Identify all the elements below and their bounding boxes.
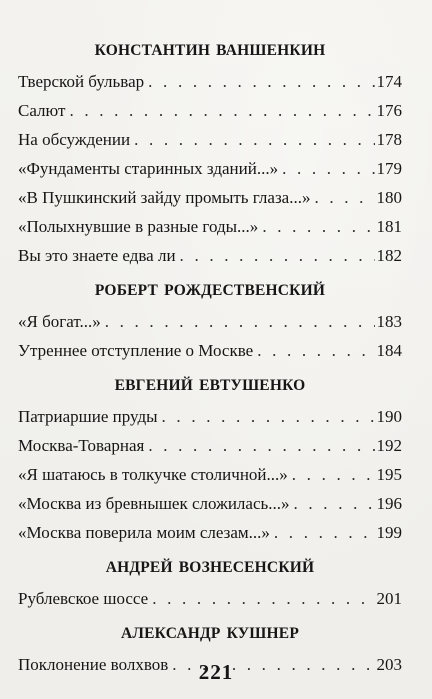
toc-entry (18, 489, 402, 518)
toc-entry (18, 518, 402, 547)
toc-entry (18, 431, 402, 460)
entry-title: Поклонение волхвов (18, 655, 169, 674)
toc-entry (18, 183, 402, 212)
entry-page-number: 183 (376, 312, 402, 331)
page-number: 221 (198, 660, 234, 684)
dot-leader (262, 212, 374, 241)
entry-title: «Москва из бревнышек сложилась...» (18, 494, 290, 513)
dot-leader (282, 154, 374, 183)
entry-page-number: 181 (376, 217, 402, 236)
toc-entry (18, 402, 402, 431)
dot-leader (162, 402, 375, 431)
dot-leader (274, 518, 375, 547)
entry-page-number: 176 (376, 101, 402, 120)
toc-section-yevtushenko (18, 375, 402, 547)
entry-title: «Москва поверила моим слезам...» (18, 523, 270, 542)
toc-entry (18, 584, 402, 613)
dot-leader (294, 489, 375, 518)
toc-section-voznesensky (18, 557, 402, 613)
entry-title: «Я шатаюсь в толкучке столичной...» (18, 465, 288, 484)
entry-page-number: 203 (376, 655, 402, 674)
toc-entry (18, 212, 402, 241)
author-heading: ЕВГЕНИЙ ЕВТУШЕНКО (114, 377, 306, 394)
section-spacer (18, 547, 402, 557)
entry-page-number: 174 (376, 72, 402, 91)
dot-leader (105, 307, 375, 336)
dot-leader (148, 67, 374, 96)
author-heading: АНДРЕЙ ВОЗНЕСЕНСКИЙ (105, 559, 315, 576)
entry-title: Тверской бульвар (18, 72, 145, 91)
toc-entry (18, 154, 402, 183)
dot-leader (292, 460, 375, 489)
entry-title: Патриаршие пруды (18, 407, 158, 426)
dot-leader (257, 336, 374, 365)
table-of-contents (18, 40, 402, 679)
entry-title: «В Пушкинский зайду промыть глаза...» (18, 188, 311, 207)
entry-title: Рублевское шоссе (18, 589, 149, 608)
dot-leader (152, 584, 374, 613)
toc-entry (18, 336, 402, 365)
entry-page-number: 178 (376, 130, 402, 149)
entry-page-number: 180 (376, 188, 402, 207)
entry-title: Москва-Товарная (18, 436, 145, 455)
toc-entry (18, 67, 402, 96)
toc-entry (18, 96, 402, 125)
toc-section-rozhdestvensky (18, 280, 402, 365)
section-spacer (18, 613, 402, 623)
toc-entry (18, 125, 402, 154)
entry-title: Вы это знаете едва ли (18, 246, 176, 265)
entry-title: «Я богат...» (18, 312, 101, 331)
entry-page-number: 179 (376, 159, 402, 178)
entry-page-number: 199 (376, 523, 402, 542)
toc-entry (18, 241, 402, 270)
entry-page-number: 182 (376, 246, 402, 265)
dot-leader (148, 431, 374, 460)
dot-leader (180, 241, 375, 270)
entry-page-number: 190 (376, 407, 402, 426)
section-spacer (18, 270, 402, 280)
entry-page-number: 201 (376, 589, 402, 608)
dot-leader (134, 125, 374, 154)
entry-title: «Фундаменты старинных зданий...» (18, 159, 279, 178)
dot-leader (69, 96, 374, 125)
entry-title: Утреннее отступление о Москве (18, 341, 254, 360)
author-heading: КОНСТАНТИН ВАНШЕНКИН (94, 42, 326, 59)
entry-title: На обсуждении (18, 130, 131, 149)
toc-section-vanshenkin (18, 40, 402, 270)
author-heading: РОБЕРТ РОЖДЕСТВЕНСКИЙ (94, 282, 326, 299)
entry-page-number: 196 (376, 494, 402, 513)
entry-page-number: 192 (376, 436, 402, 455)
toc-entry (18, 460, 402, 489)
section-spacer (18, 365, 402, 375)
entry-title: Салют (18, 101, 66, 120)
entry-page-number: 184 (376, 341, 402, 360)
dot-leader (314, 183, 374, 212)
toc-entry (18, 307, 402, 336)
author-heading: АЛЕКСАНДР КУШНЕР (120, 625, 299, 642)
entry-title: «Полыхнувшие в разные годы...» (18, 217, 259, 236)
entry-page-number: 195 (376, 465, 402, 484)
